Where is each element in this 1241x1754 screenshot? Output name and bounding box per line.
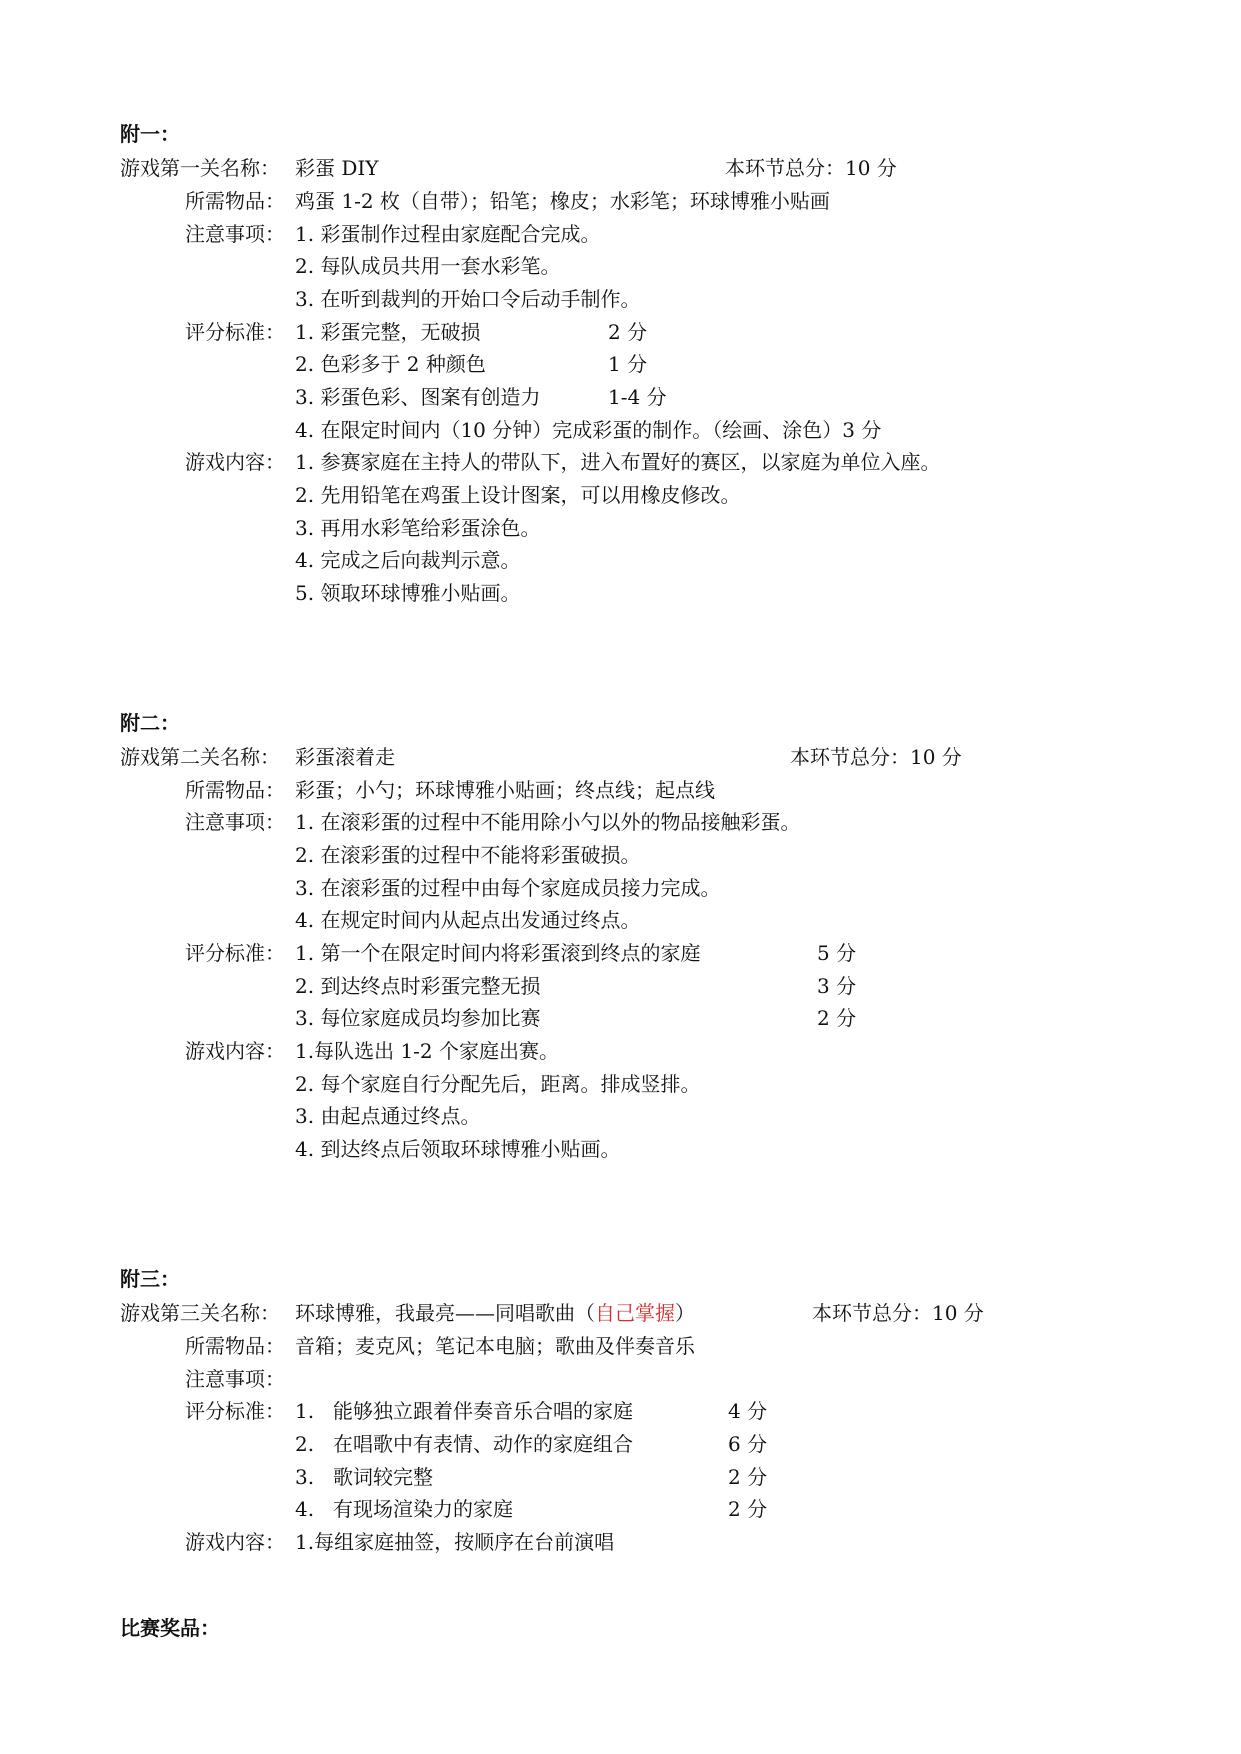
section-1-note: 2. 每队成员共用一套水彩笔。 [295, 254, 561, 278]
section-3-title [295, 1301, 695, 1325]
section-1-scoring-points: 2 分 [608, 320, 648, 344]
section-2-scoring-item: 2. 到达终点时彩蛋完整无损 [295, 974, 541, 998]
section-2-note: 3. 在滚彩蛋的过程中由每个家庭成员接力完成。 [295, 876, 721, 900]
section-2-content-item: 3. 由起点通过终点。 [295, 1104, 481, 1128]
section-2-scoring-item: 3. 每位家庭成员均参加比赛 [295, 1006, 541, 1030]
section-3-scoring-num: 1. [295, 1399, 315, 1423]
section-2-content-item: 4. 到达终点后领取环球博雅小贴画。 [295, 1137, 621, 1161]
section-1-scoring-points: 1 分 [608, 352, 648, 376]
section-3-scoring-item: 歌词较完整 [333, 1465, 433, 1489]
section-1-heading: 附一： [120, 122, 180, 146]
section-1-content-item: 2. 先用铅笔在鸡蛋上设计图案，可以用橡皮修改。 [295, 483, 741, 507]
section-3-scoring-item: 有现场渲染力的家庭 [333, 1497, 513, 1521]
section-1-content-label: 游戏内容： [185, 450, 285, 474]
section-2-scoring-label: 评分标准： [185, 941, 285, 965]
section-3-content-item: 1.每组家庭抽签，按顺序在台前演唱 [295, 1530, 615, 1554]
section-3-notes-label: 注意事项： [185, 1367, 285, 1391]
section-3-scoring-item: 能够独立跟着伴奏音乐合唱的家庭 [333, 1399, 633, 1423]
section-2-notes-label: 注意事项： [185, 810, 285, 834]
section-3-scoring-label: 评分标准： [185, 1399, 285, 1423]
section-3-title-label: 游戏第三关名称： [120, 1301, 280, 1325]
section-2-note: 2. 在滚彩蛋的过程中不能将彩蛋破损。 [295, 843, 641, 867]
section-1-scoring-item: 2. 色彩多于 2 种颜色 [295, 352, 486, 376]
section-1-content-item: 3. 再用水彩笔给彩蛋涂色。 [295, 516, 541, 540]
section-2-content-item: 2. 每个家庭自行分配先后，距离。排成竖排。 [295, 1072, 701, 1096]
section-1-items-label: 所需物品： [185, 189, 285, 213]
section-2-content-item: 1.每队选出 1-2 个家庭出赛。 [295, 1039, 560, 1063]
section-2-scoring-points: 5 分 [817, 941, 857, 965]
section-3-items-label: 所需物品： [185, 1334, 285, 1358]
section-1-note: 1. 彩蛋制作过程由家庭配合完成。 [295, 222, 601, 246]
section-2-note: 4. 在规定时间内从起点出发通过终点。 [295, 908, 641, 932]
section-1-scoring-points: 1-4 分 [608, 385, 667, 409]
section-1-notes-label: 注意事项： [185, 222, 285, 246]
section-3-scoring-points: 4 分 [728, 1399, 768, 1423]
section-1-note: 3. 在听到裁判的开始口令后动手制作。 [295, 287, 641, 311]
section-3-total-score: 本环节总分：10 分 [812, 1301, 984, 1325]
section-3-scoring-num: 4. [295, 1497, 315, 1521]
section-3-title-close: ） [675, 1301, 695, 1325]
section-1-scoring-item: 1. 彩蛋完整，无破损 [295, 320, 481, 344]
section-3-scoring-points: 2 分 [728, 1465, 768, 1489]
section-2-scoring-item: 1. 第一个在限定时间内将彩蛋滚到终点的家庭 [295, 941, 701, 965]
section-3-title-value: 环球博雅，我最亮——同唱歌曲（ [295, 1301, 595, 1325]
section-3-scoring-points: 2 分 [728, 1497, 768, 1521]
section-2-scoring-points: 2 分 [817, 1006, 857, 1030]
section-2-note: 1. 在滚彩蛋的过程中不能用除小勺以外的物品接触彩蛋。 [295, 810, 801, 834]
section-1-content-item: 4. 完成之后向裁判示意。 [295, 548, 521, 572]
section-3-scoring-item: 在唱歌中有表情、动作的家庭组合 [333, 1432, 633, 1456]
section-3-title-note: 自己掌握 [595, 1301, 675, 1325]
section-3-scoring-points: 6 分 [728, 1432, 768, 1456]
section-1-scoring-label: 评分标准： [185, 320, 285, 344]
section-1-total-score: 本环节总分：10 分 [725, 156, 897, 180]
section-2-heading: 附二： [120, 711, 180, 735]
section-3-content-label: 游戏内容： [185, 1530, 285, 1554]
section-3-scoring-num: 3. [295, 1465, 315, 1489]
section-1-title-label: 游戏第一关名称： [120, 156, 280, 180]
section-1-content-item: 5. 领取环球博雅小贴画。 [295, 581, 521, 605]
section-3-heading: 附三： [120, 1267, 180, 1291]
section-2-items-value: 彩蛋；小勺；环球博雅小贴画；终点线；起点线 [295, 778, 715, 802]
section-2-items-label: 所需物品： [185, 778, 285, 802]
section-3-items-value: 音箱；麦克风；笔记本电脑；歌曲及伴奏音乐 [295, 1334, 695, 1358]
section-2-scoring-points: 3 分 [817, 974, 857, 998]
section-2-content-label: 游戏内容： [185, 1039, 285, 1063]
section-1-scoring-item: 3. 彩蛋色彩、图案有创造力 [295, 385, 541, 409]
prizes-heading: 比赛奖品： [120, 1616, 220, 1640]
section-1-content-item: 1. 参赛家庭在主持人的带队下，进入布置好的赛区，以家庭为单位入座。 [295, 450, 941, 474]
section-1-scoring-item: 4. 在限定时间内（10 分钟）完成彩蛋的制作。（绘画、涂色）3 分 [295, 418, 882, 442]
section-1-title-value: 彩蛋 DIY [295, 156, 379, 180]
section-2-title-label: 游戏第二关名称： [120, 745, 280, 769]
section-2-title-value: 彩蛋滚着走 [295, 745, 395, 769]
section-1-items-value: 鸡蛋 1-2 枚（自带）；铅笔；橡皮；水彩笔；环球博雅小贴画 [295, 189, 830, 213]
section-2-total-score: 本环节总分：10 分 [790, 745, 962, 769]
section-3-scoring-num: 2. [295, 1432, 315, 1456]
